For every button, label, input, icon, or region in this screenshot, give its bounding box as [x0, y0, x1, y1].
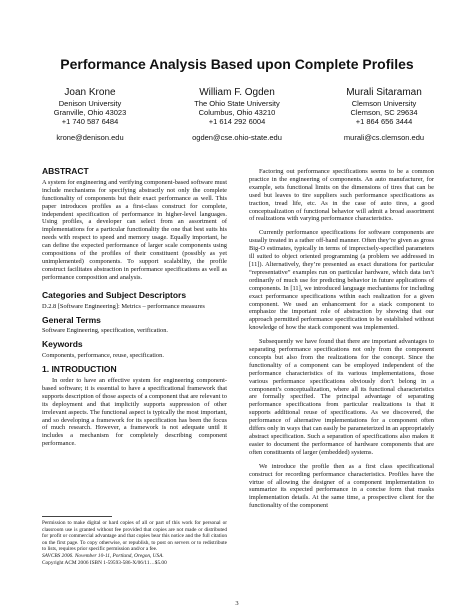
paper-title: Performance Analysis Based upon Complete Profiles: [60, 56, 414, 72]
abstract-text: A system for engineering and verifying component-based software must include mechanisms for specifying abstractly not only the complete functionality of components but their exact performance as well. This paper introduces profiles as a first-class construct for complete, independent specification of performance in higher-level languages. Using profiles, a developer can select from an assortment of implementations for a particular functionality the one that best suits his needs with respect to speed and memory usage. Equally important, he can define the expected performance of larger scale components using compositions of the profiles of their constituent (possibly as yet unimplemented) components. To support scalability, the profile construct facilitates abstraction in performance specifications as well as performance composition and analysis.: [42, 178, 227, 281]
author-phone: +1 614 292 6004: [208, 117, 266, 126]
author-email[interactable]: murali@cs.clemson.edu: [343, 133, 425, 142]
general-terms-text: Software Engineering, specification, verification.: [42, 327, 168, 335]
author-email[interactable]: krone@denison.edu: [56, 133, 124, 142]
copyright-permission: Permission to make digital or hard copies of all or part of this work for personal or classroom use is granted without fee provided that copies are not made or distributed for profit or commercial advantage and that copies bear this notice and the full citation on the first page. To copy otherwise, or republish, to post on servers or to redistribute to lists, requires prior specific permission and/or a fee.: [42, 520, 227, 553]
right-paragraph-4: We introduce the profile then as a first class specificational construct for recording performance characteristics. Profiles have the virtue of allowing the designer of a component implementation to summarize its expected performance in a concise form that masks implementation details. At the same time, a prospective client for the functionality of the component: [249, 462, 434, 510]
author-address: Granville, Ohio 43023: [53, 108, 127, 117]
keywords-text: Components, performance, reuse, specification.: [42, 352, 164, 360]
copyright-acm: Copyright ACM 2006 ISBN 1-59593-586-X/06/11…$5.00: [42, 559, 167, 566]
right-paragraph-1: Factoring out performance specifications seems to be a common practice in the engineering of components. An auto manufacturer, for example, sets functional limits on the dimensions of tires that can be used but leaves to tire suppliers such performance specifications as traction, tread life, etc. As in the case of auto tires, a good conceptualization of functional behavior will admit a broad assortment of realizations with varying performance characteristics.: [249, 168, 434, 223]
author-address: Clemson, SC 29634: [350, 108, 418, 117]
copyright-venue: SAVCBS 2006. November 10-11, Portland, Oregon, USA.: [42, 552, 164, 559]
author-phone: +1 740 587 6484: [61, 117, 119, 126]
author-affiliation: Denison University: [58, 99, 122, 108]
author-name: William F. Ogden: [199, 87, 275, 98]
author-3: [314, 87, 454, 142]
author-affiliation: The Ohio State University: [194, 99, 280, 108]
author-address: Columbus, Ohio 43210: [198, 108, 276, 117]
general-terms-heading: General Terms: [42, 314, 101, 325]
abstract-heading: ABSTRACT: [42, 166, 89, 176]
author-affiliation: Clemson University: [351, 99, 417, 108]
left-column: [42, 168, 227, 448]
author-block: [20, 87, 454, 142]
right-column: [249, 168, 434, 510]
author-phone: +1 864 656 3444: [355, 117, 413, 126]
introduction-heading: 1. INTRODUCTION: [42, 364, 117, 375]
right-paragraph-3: Subsequently we have found that there are important advantages to separating performance specifications not only from the component concepts but also from the realizations for the concept. Since the functionality of a component can be employed independent of the performance characteristics of its various implementations, those various performance specifications obviously don’t belong in a component’s conceptualization, where all its functional characteristics are formally specified. The principal advantage of separating performance specifications from particular realizations is that it supports additional reuse of specifications. As we discovered, the performance of alternative implementations for a component often differs only in ways that can easily be parameterized in an appropriately abstract specification. Such a separation of specifications also makes it easier to document the performance of hardware components that are often constituents of larger (embedded) systems.: [249, 338, 434, 456]
categories-text: D.2.8 [Software Engineering]: Metrics – performance measures: [42, 302, 205, 310]
author-name: Joan Krone: [64, 87, 116, 98]
right-paragraph-2: Currently performance specifications for software components are usually treated in a rather off-hand manner. Often they’re given as gross Big-O estimates, typically in terms of imprecisely-specified parameters ill suited to object oriented programming (a problem we addressed in [11]). Alternatively, they’re presented as exact durations for particular “representative” examples run on particular hardware, which data isn’t ordinarily of much use for predicting behavior in future applications of components. In [11], we introduced language mechanisms for including exact performance specifications within each realization for a given component. We used an enhancement for a stack component to emphasize the important role of abstraction by showing that our approach permitted performance specification to be established without knowledge of how the stack component was implemented.: [249, 229, 434, 332]
author-email[interactable]: ogden@cse.ohio-state.edu: [192, 133, 282, 142]
author-2: [167, 87, 307, 142]
author-1: [20, 87, 160, 142]
keywords-heading: Keywords: [42, 339, 83, 350]
author-name: Murali Sitaraman: [346, 87, 422, 98]
categories-heading: Categories and Subject Descriptors: [42, 289, 187, 300]
introduction-text: In order to have an effective system for engineering component-based software; it is essential to have a specificational framework that supports description of those aspects of a component that are relevant to its deployment and that implicitly supports suppression of other irrelevant aspects. The functional aspect is typically the most important, and so developing a framework for its specification has been the focus of much research. However, a framework is not adequate until it includes a mechanism for completely describing component performance.: [42, 377, 227, 448]
copyright-rule: [42, 516, 112, 517]
copyright-notice: [42, 516, 227, 566]
page-number: 3: [235, 600, 239, 607]
